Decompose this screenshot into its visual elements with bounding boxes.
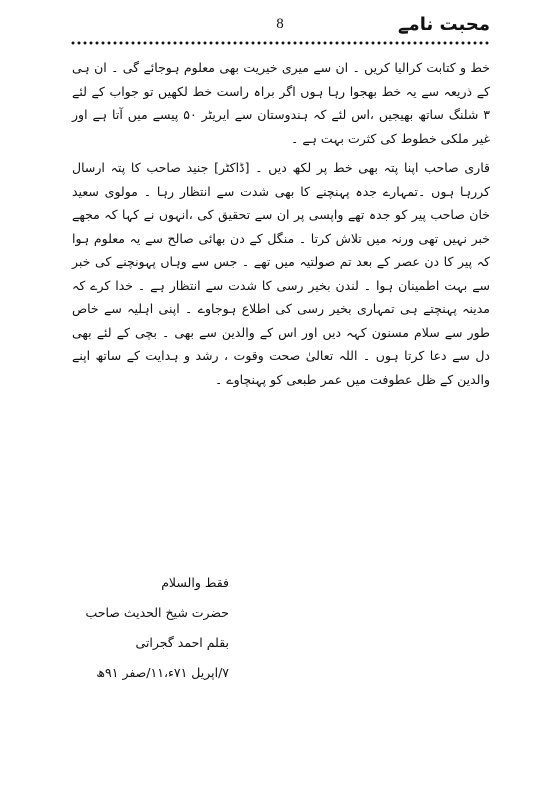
signature-block <box>85 568 229 688</box>
paragraph: خط و کتابت کرالیا کریں ۔ ان سے میری خیریت بھی معلوم ہوجائے گی ۔ ان ہی کے ذریعہ سے یہ خط بھجوا رہا ہوں اگر براہ راست خط لکھیں تو جواب کے لئے ۳ شلنگ ساتھ بھیجیں ،اس لئے کہ ہندوستان سے ایریٹر ۵۰ پیسے میں آتا ہے اور غیر ملکی خطوط کی کثرت بہت ہے ۔ <box>72 60 490 146</box>
letter-body <box>72 56 490 391</box>
closing-salutation: فقط والسلام <box>161 575 229 590</box>
scribe-line: بقلم احمد گجراتی <box>135 635 229 650</box>
paragraph: قاری صاحب اپنا پتہ بھی خط پر لکھ دیں ۔ [ڈاکٹر] جنید صاحب کا پتہ ارسال کررہا ہوں ۔تمہارے جدہ پہنچنے کا بھی شدت سے انتظار رہا ۔ مولوی سعید خان صاحب پیر کو جدہ تھے واپسی پر ان سے تحقیق کی ،انہوں نے کہا کہ مجھے خبر نہیں تھی ورنہ میں تلاش کرتا ۔ منگل کے دن بھائی صالح سے یہ معلوم ہوا کہ پیر کا دن عصر کے بعد تم صولتیہ میں تھے ۔ جس سے وہاں پہونچنے کی خبر سے بہت اطمینان ہوا ۔ لندن بخیر رسی کا شدت سے انتظار ہے ۔ خدا کرے کہ مدینہ پہنچتے ہی تمہاری بخیر رسی کی اطلاع ہوجاوے ۔ اپنی اہلیہ سے خاص طور سے سلام مسنون کہہ دیں اور اس کے والدین سے بھی ۔ بچی کے لئے بھی دل سے دعا کرتا ہوں ۔ اللہ تعالیٰ صحت وقوت ، رشد و ہدایت کے ساتھ اپنے والدین کے ظل عطوفت میں عمر طبعی کو پہنچاوے ۔ <box>72 160 490 387</box>
dotted-divider <box>70 40 490 46</box>
signatory-name: حضرت شیخ الحدیث صاحب <box>85 605 229 620</box>
page-title: محبت نامے <box>398 14 490 35</box>
page-number: 8 <box>276 16 284 32</box>
letter-date: ۷/اپریل ۷۱ء،۱۱/صفر ۹۱ھ <box>96 665 229 680</box>
